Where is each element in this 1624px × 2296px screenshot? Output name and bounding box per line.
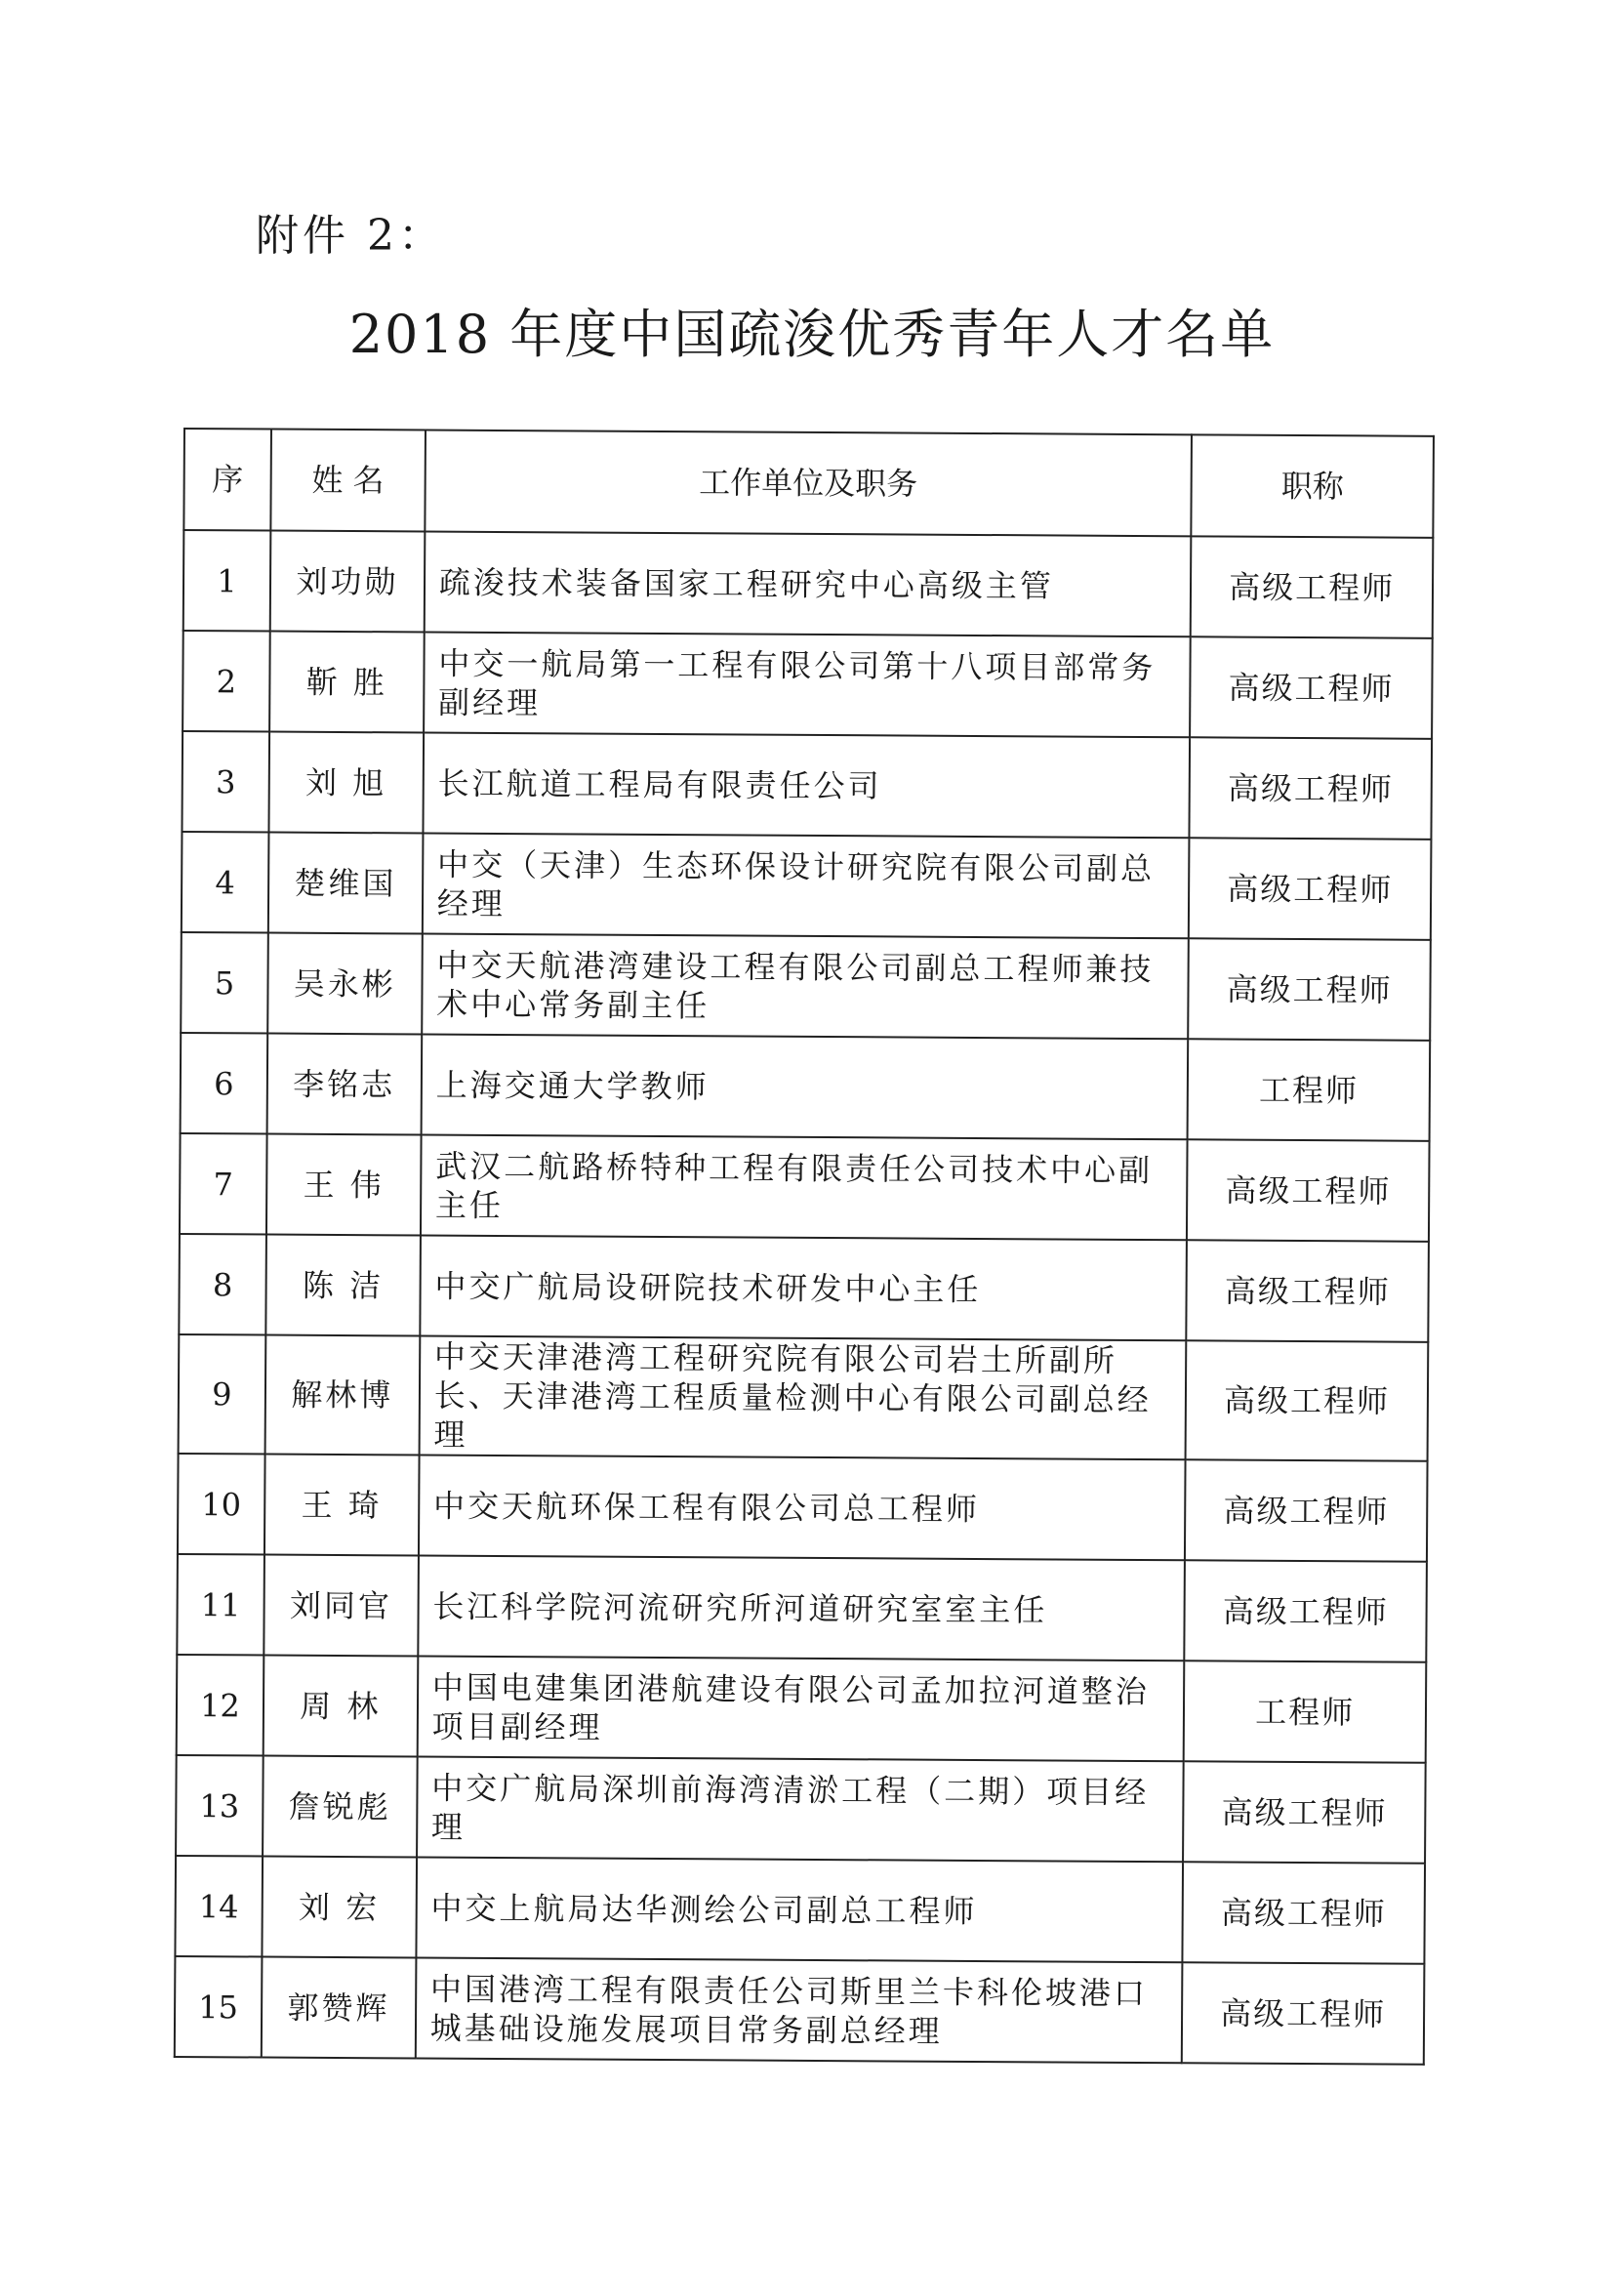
row-unit: 中交广航局深圳前海湾清淤工程（二期）项目经理	[417, 1756, 1184, 1862]
document-title: 2018 年度中国疏浚优秀青年人才名单	[348, 304, 1276, 365]
row-index: 12	[177, 1655, 264, 1756]
header-name: 姓 名	[270, 430, 425, 532]
table-row	[175, 1856, 1425, 1964]
row-unit: 武汉二航路桥特种工程有限责任公司技术中心副主任	[421, 1134, 1188, 1240]
header-title: 职称	[1192, 434, 1434, 538]
row-index: 5	[181, 932, 268, 1034]
row-index: 1	[183, 530, 271, 632]
row-title: 高级工程师	[1187, 1240, 1429, 1342]
table-row	[181, 932, 1431, 1041]
row-unit: 中交天津港湾工程研究院有限公司岩土所副所长、天津港湾工程质量检测中心有限公司副总经理	[419, 1335, 1186, 1459]
row-title: 高级工程师	[1189, 938, 1431, 1041]
table-row	[177, 1554, 1427, 1662]
row-title: 高级工程师	[1187, 1139, 1429, 1242]
talent-roster-table	[174, 428, 1435, 2066]
row-name: 刘同官	[264, 1555, 418, 1657]
row-index: 13	[176, 1755, 264, 1857]
table-row	[177, 1655, 1427, 1763]
row-name: 楚维国	[268, 833, 423, 934]
header-index: 序	[183, 429, 271, 531]
row-index: 9	[179, 1334, 266, 1455]
row-unit: 中交广航局设研院技术研发中心主任	[420, 1235, 1187, 1340]
row-name: 郭赞辉	[262, 1957, 416, 2059]
row-name: 吴永彬	[267, 933, 422, 1035]
table-row	[183, 530, 1434, 638]
row-name: 王 伟	[266, 1134, 421, 1236]
row-title: 高级工程师	[1182, 1962, 1424, 2065]
row-title: 高级工程师	[1183, 1761, 1425, 1864]
table-row	[176, 1755, 1426, 1864]
row-name: 陈 洁	[265, 1235, 420, 1336]
table-row	[183, 631, 1433, 739]
row-title: 工程师	[1188, 1039, 1430, 1141]
row-title: 工程师	[1184, 1660, 1426, 1763]
row-name: 周 林	[264, 1656, 418, 1757]
row-title: 高级工程师	[1185, 1560, 1427, 1662]
row-title: 高级工程师	[1186, 1340, 1428, 1461]
row-index: 10	[178, 1454, 265, 1555]
table-row	[181, 1033, 1431, 1141]
row-unit: 中交天航港湾建设工程有限公司副总工程师兼技术中心常务副主任	[422, 934, 1189, 1040]
row-index: 8	[179, 1234, 266, 1335]
row-title: 高级工程师	[1183, 1862, 1425, 1964]
table-row	[180, 1133, 1430, 1242]
row-name: 刘功勋	[270, 531, 425, 633]
row-unit: 中交一航局第一工程有限公司第十八项目部常务副经理	[424, 633, 1191, 738]
row-name: 詹锐彪	[263, 1756, 417, 1858]
row-index: 3	[182, 731, 269, 833]
row-title: 高级工程师	[1191, 536, 1433, 638]
row-index: 4	[182, 832, 269, 933]
table-row	[179, 1334, 1429, 1461]
row-title: 高级工程师	[1190, 737, 1432, 840]
row-unit: 中交天航环保工程有限公司总工程师	[419, 1455, 1186, 1560]
table-row	[175, 1956, 1425, 2065]
table-row	[178, 1454, 1428, 1562]
row-unit: 长江航道工程局有限责任公司	[423, 733, 1190, 839]
row-unit: 中国港湾工程有限责任公司斯里兰卡科伦坡港口城基础设施发展项目常务副总经理	[416, 1957, 1183, 2063]
row-unit: 中国电建集团港航建设有限公司孟加拉河道整治项目副经理	[417, 1656, 1184, 1761]
row-index: 6	[181, 1033, 268, 1134]
row-name: 王 琦	[264, 1455, 419, 1556]
row-unit: 中交（天津）生态环保设计研究院有限公司副总经理	[423, 834, 1190, 939]
row-title: 高级工程师	[1189, 838, 1431, 940]
row-index: 2	[183, 631, 270, 732]
row-name: 刘 宏	[262, 1857, 416, 1958]
table-body	[175, 530, 1434, 2065]
row-unit: 疏浚技术装备国家工程研究中心高级主管	[424, 532, 1191, 637]
row-unit: 中交上航局达华测绘公司副总工程师	[416, 1857, 1183, 1962]
row-index: 11	[177, 1554, 264, 1656]
row-index: 7	[180, 1133, 267, 1235]
table-row	[182, 731, 1432, 840]
table-header-row	[183, 429, 1434, 538]
row-index: 14	[175, 1856, 263, 1957]
header-unit: 工作单位及职务	[425, 430, 1192, 537]
attachment-label: 附件 2：	[256, 211, 445, 261]
row-title: 高级工程师	[1185, 1459, 1427, 1562]
table-row	[182, 832, 1432, 940]
row-title: 高级工程师	[1190, 636, 1432, 739]
row-name: 李铭志	[267, 1034, 422, 1135]
row-index: 15	[175, 1956, 263, 2058]
table-row	[179, 1234, 1429, 1342]
row-name: 刘 旭	[268, 732, 423, 834]
row-unit: 长江科学院河流研究所河道研究室室主任	[418, 1555, 1185, 1660]
row-name: 解林博	[265, 1335, 421, 1456]
row-name: 靳 胜	[269, 632, 424, 733]
row-unit: 上海交通大学教师	[421, 1035, 1188, 1140]
